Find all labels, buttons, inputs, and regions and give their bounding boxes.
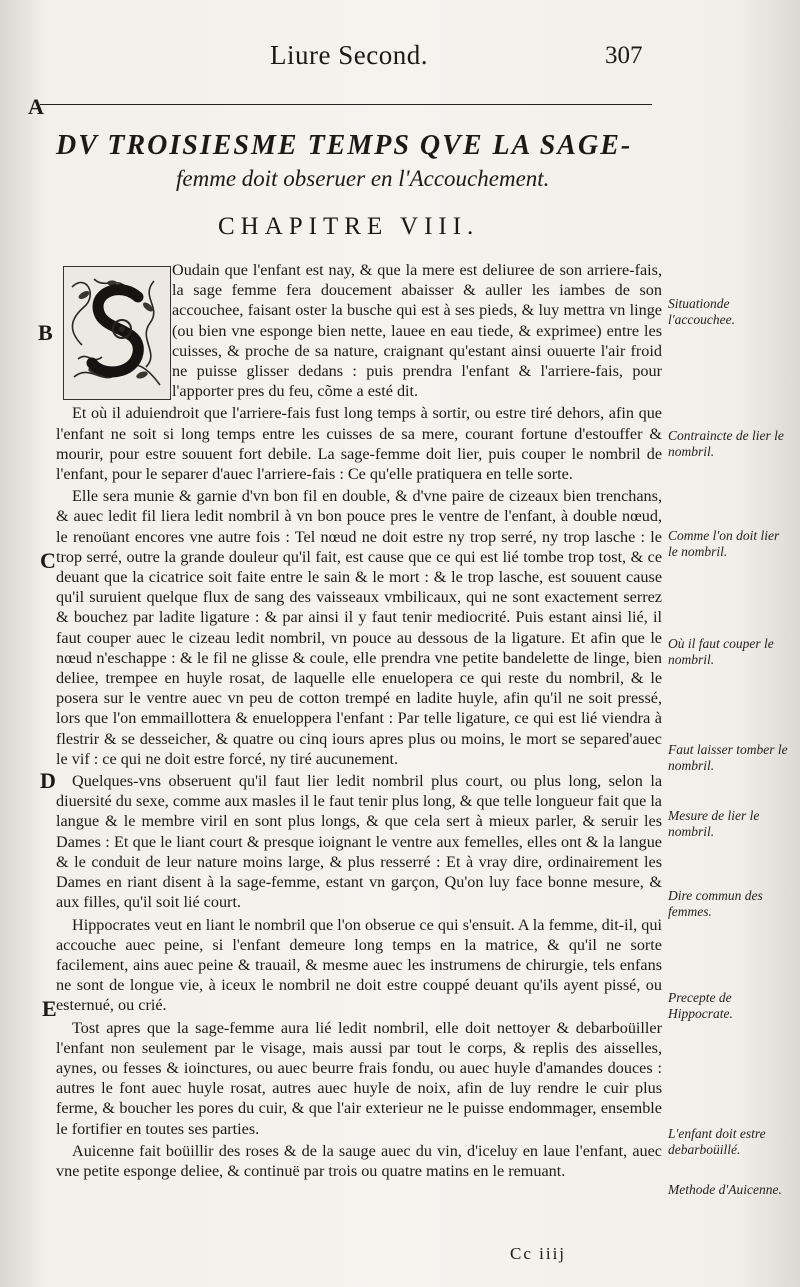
margin-note-10: Methode d'Auicenne. [668,1182,782,1197]
margin-note-9: L'enfant doit estre debarboüillé. [668,1126,766,1157]
margin-note-7: Dire commun des femmes. [668,888,763,919]
paragraph-4: Quelques-vns obseruent qu'il faut lier ledit nombril plus court, ou plus long, selon la diuersité du sexe, comme aux masles il le faut tenir plus long, & que telle longueur fait que la langue & le membre viril en sont plus longs, & que cela sert à mieux parler, & seruir les Dames : Et que le liant court & presque ioignant le ventre aux femelles, elles ont & la langue & le conduit de leur nature moins large, & plus resserré : Et à vray dire, ordinairement les Dames en riant disent à la sage-femme, estant vn garçon, Qu'on luy face bonne mesure, & aux filles, qu'il soit lié court. [56,772,662,912]
margin-letter-d: D [40,768,56,793]
margin-letter-a: A [28,94,44,119]
paragraph-1 [56,260,662,401]
margin-letter-b: B [38,320,53,345]
paragraph-1-text: Oudain que l'enfant est nay, & que la mere est deliuree de son arriere-fais, la sage femme fera doucement abaisser & auller les iambes de son accouchee, faisant oster la busche qui est à ses pieds, & luy mettra vn linge (ou bien vne esponge bien nette, lauee en eau tiede, & exprimee) entre les cuisses, & proche de sa nature, craignant qu'estant ainsi ouuerte l'air froid ne puisse glisser dedans : puis prendra l'enfant & l'arriere-fais, pour l'apporter pres du feu, cõme a esté dit. [172,261,662,401]
margin-note-1: Situationde l'accouchee. [668,296,735,327]
chapter-number: CHAPITRE VIII. [218,213,480,240]
paragraph-2: Et où il aduiendroit que l'arriere-fais fust long temps à sortir, ou estre tiré dehors, afin que l'enfant ne soit si long temps entre les cuisses de sa mere, courant fortune d'estouffer & mourir, pour estre souuent fort debile. La sage-femme doit lier, puis couper le nombril de l'enfant, pour le separer d'auec l'arriere-fais : Ce qu'elle pratiquera en telle sorte. [56,404,662,484]
paragraph-3: Elle sera munie & garnie d'vn bon fil en double, & d'vne paire de cizeaux bien trenchans, & auec ledit fil liera ledit nombril à vn bon pouce pres le ventre de l'enfant, à double nœud, le renoüant encores vne autre fois : Tel nœud ne doit estre ny trop serré, ny trop lasche : le trop serré, outre la grande douleur qu'il fait, est cause que ce qui est lié tombe trop tost, & ce deuant que la cicatrice soit faite entre le sain & le mort : & le trop lasche, est souuent cause qu'il suruient quelque flux de sang des vaisseaux vmbilicaux, qui ne sont exactement serrez & bouchez par ladite ligature : & par ainsi il y faut tenir mediocrité. Puis estant ainsi lié, il faut couper auec le cizeau ledit nombril, vn pouce au dessous de la ligature. Et afin que le nœud n'eschappe : & le fil ne glisse & coule, elle prendra vne petite bandelette de linge, bien deliee, trempee en huyle rosat, de laquelle elle enuelopera ce qui reste du nombril, & le posera sur le ventre auec vn peu de cotton trempé en ladite huyle, afin qu'il ne soit pressé, lors que l'on emmaillottera & enueloppera l'enfant : Par telle ligature, ce qui est lié viendra à flestrir & se desseicher, & quatre ou cinq iours apres plus ou moins, le mort se separed'auec le vif : ce qui ne doit estre forcé, ny tiré aucunement. [56,487,662,768]
chapter-heading [56,130,656,192]
paragraph-7: Auicenne fait boüillir des roses & de la sauge auec du vin, d'iceluy en laue l'enfant, auec vne petite esponge deliee, & continuë par trois ou quatre matins en le remuant. [56,1141,662,1180]
body-text [56,260,662,1183]
running-head [0,40,800,80]
signature-mark: Cc iiij [510,1244,567,1263]
page-number: 307 [605,42,643,69]
margin-letter-c: C [40,548,56,573]
chapter-title-line2: femme doit obseruer en l'Accouchement. [176,166,550,191]
header-rule [40,104,652,105]
margin-note-6: Mesure de lier le nombril. [668,808,760,839]
chapter-title-line1: DV TROISIESME TEMPS QVE LA SAGE- [56,130,633,161]
margin-note-3: Comme l'on doit lier le nombril. [668,528,780,559]
paragraph-6: Tost apres que la sage-femme aura lié ledit nombril, elle doit nettoyer & debarboüiller l'enfant non seulement par le visage, mais aussi par tout le corps, & replis des aisselles, aynes, ou fesses & ioinctures, ou auec beurre frais fondu, ou auec huyle d'amandes douces : autres le font auec huyle rosat, autres auec huyle de noix, afin de luy rendre le cuir plus ferme, & boucher les pores du cuir, & que l'air exterieur ne le puisse endommager, ensemble le fortifier en toutes ses parties. [56,1018,662,1138]
margin-note-8: Precepte de Hippocrate. [668,990,733,1021]
margin-letter-e: E [42,996,57,1021]
margin-note-4: Où il faut couper le nombril. [668,636,774,667]
running-head-title: Liure Second. [270,40,428,70]
paragraph-5: Hippocrates veut en liant le nombril que l'on obserue ce qui s'ensuit. A la femme, dit-il, qui accouche auec peine, si l'enfant demeure long temps en la matrice, & qu'il ne sorte facilement, ains auec peine & trauail, & mesme auec les instrumens de chirurgie, tels enfans ne sont de longue vie, à iceux le nombril ne doit estre couppé deuant qu'ils ayent pissé, ou esternué, ou crié. [56,915,662,1015]
margin-note-5: Faut laisser tomber le nombril. [668,742,788,773]
margin-note-2: Contraincte de lier le nombril. [668,428,784,459]
